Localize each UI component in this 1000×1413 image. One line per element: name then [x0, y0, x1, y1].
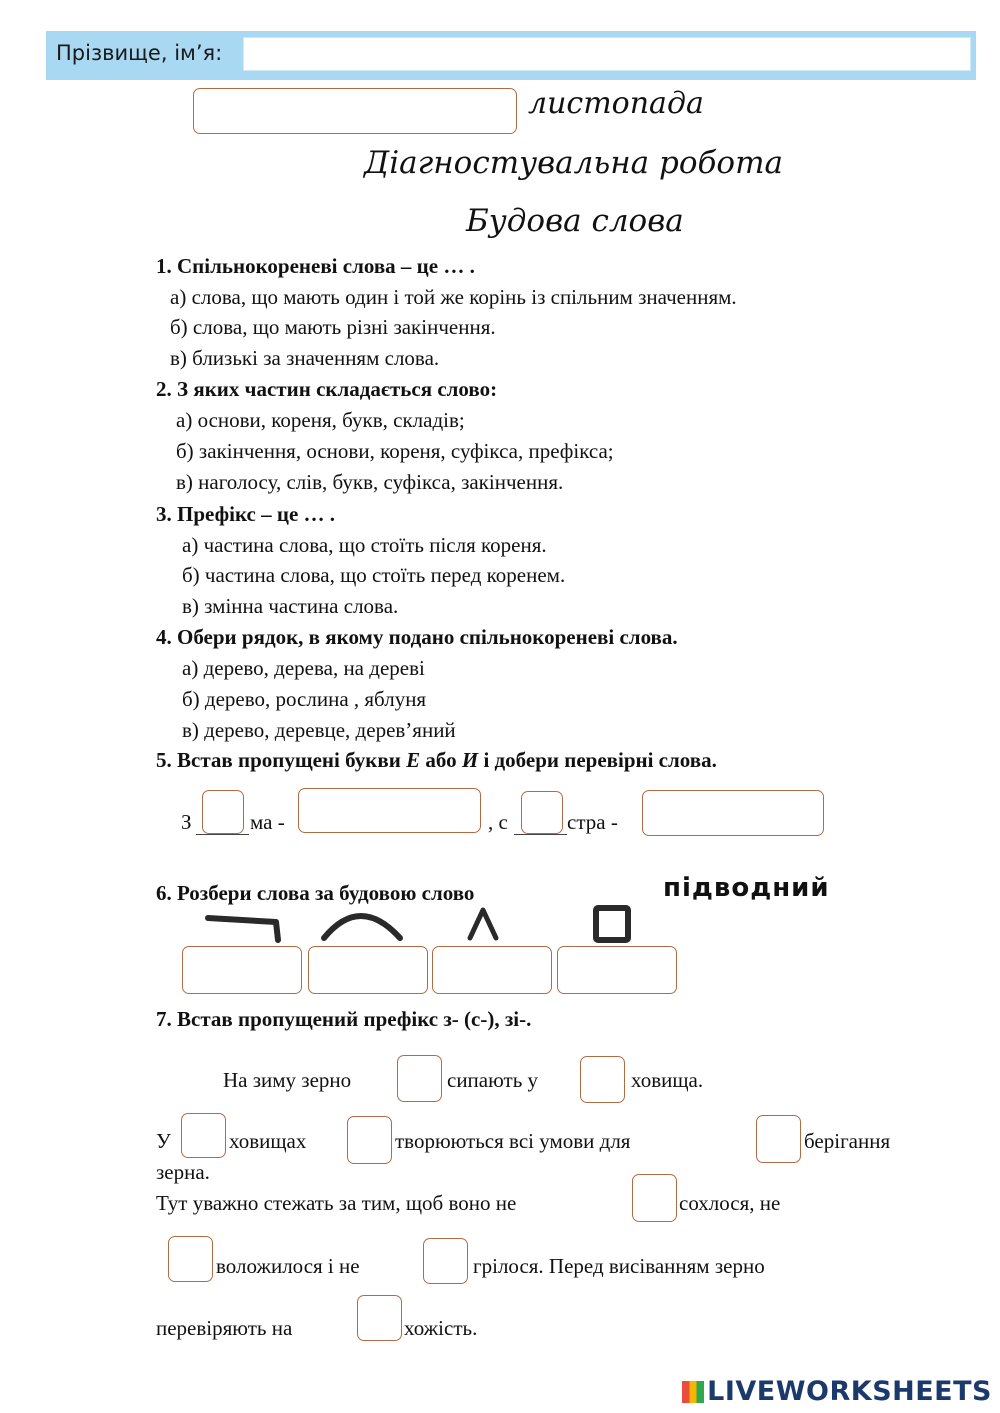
page-subtitle: Будова слова [466, 203, 684, 239]
q5-check-word-input-1[interactable] [298, 788, 481, 833]
q2-option-b[interactable]: б) закінчення, основи, кореня, суфікса, префікса; [176, 439, 614, 463]
q7-line1-b: сипають у [447, 1068, 539, 1092]
q7-line1-c: ховища. [631, 1068, 704, 1092]
question-2: 2. З яких частин складається слово: [156, 377, 498, 401]
q5-check-word-input-2[interactable] [642, 790, 824, 836]
morpheme-signs [200, 900, 650, 950]
q7-line2-c: творюються всі умови для [395, 1129, 631, 1153]
q7-prefix-input-1[interactable] [397, 1055, 442, 1102]
q5-letter-input-2[interactable] [521, 791, 563, 834]
q7-line3: зерна. [156, 1160, 210, 1184]
q7-line6-a: перевіряють на [156, 1316, 293, 1340]
q3-option-c[interactable]: в) змінна частина слова. [182, 594, 399, 618]
root-input[interactable] [308, 946, 428, 994]
q5-letter-e: Е [406, 748, 421, 772]
prefix-input[interactable] [182, 946, 302, 994]
page-title: Діагностувальна робота [364, 145, 783, 181]
q5-word2-end: стра - [567, 810, 618, 834]
question-6: 6. Розбери слова за будовою слово [156, 881, 475, 905]
q7-prefix-input-2[interactable] [580, 1056, 625, 1103]
q7-line5-b: грілося. Перед висіванням зерно [473, 1254, 765, 1278]
q7-line2-a: У [156, 1129, 171, 1153]
root-icon [324, 916, 400, 938]
question-4: 4. Обери рядок, в якому подано спільнокореневі слова. [156, 625, 678, 649]
question-5 [156, 748, 717, 773]
q7-line2-d: берігання [804, 1129, 891, 1153]
question-3: 3. Префікс – це … . [156, 502, 336, 526]
q5-underline-2 [514, 834, 567, 835]
prefix-icon [208, 918, 278, 940]
q5-letter-input-1[interactable] [202, 790, 244, 834]
name-bar [46, 31, 976, 80]
question-7: 7. Встав пропущений префікс з- (с-), зі-. [156, 1007, 532, 1031]
q5-text-post: і добери перевірні слова. [478, 748, 717, 772]
q5-underline-1 [196, 834, 249, 835]
q7-line1-a: На зиму зерно [223, 1068, 352, 1092]
name-input[interactable] [243, 37, 971, 71]
q6-word: підводний [663, 873, 830, 903]
suffix-icon [470, 910, 496, 938]
q7-prefix-input-9[interactable] [357, 1295, 402, 1341]
q2-option-c[interactable]: в) наголосу, слів, букв, суфікса, закінчення. [176, 470, 564, 494]
q7-prefix-input-5[interactable] [756, 1115, 801, 1163]
q4-option-a[interactable]: а) дерево, дерева, на дереві [182, 656, 425, 680]
q3-option-a[interactable]: а) частина слова, що стоїть після кореня. [182, 533, 547, 557]
q4-option-b[interactable]: б) дерево, рослина , яблуня [182, 687, 427, 711]
ending-input[interactable] [557, 946, 677, 994]
q3-option-b[interactable]: б) частина слова, що стоїть перед коренем. [182, 563, 566, 587]
q7-prefix-input-4[interactable] [347, 1116, 392, 1164]
q7-line6-b: хожість. [404, 1316, 478, 1340]
question-1: 1. Спільнокореневі слова – це … . [156, 254, 475, 278]
q5-word1-start: З [181, 810, 192, 834]
logo-cube-icon [682, 1381, 704, 1403]
ending-icon [596, 908, 628, 940]
q5-text-pre: 5. Встав пропущені букви [156, 748, 407, 772]
q7-line2-b: ховищах [229, 1129, 307, 1153]
month-label: листопада [528, 86, 704, 121]
logo-text: LIVEWORKSHEETS [707, 1376, 992, 1407]
date-input[interactable] [193, 88, 517, 134]
q7-prefix-input-8[interactable] [423, 1238, 468, 1284]
q5-separator: , с [488, 810, 508, 834]
q5-letter-y: И [461, 748, 479, 772]
q4-option-c[interactable]: в) дерево, деревце, дерев’яний [182, 718, 456, 742]
q7-line5-a: воложилося і не [216, 1254, 360, 1278]
q5-text-mid: або [420, 748, 462, 772]
q1-option-b[interactable]: б) слова, що мають різні закінчення. [170, 315, 496, 339]
q7-prefix-input-7[interactable] [168, 1236, 213, 1282]
q7-line4-b: сохлося, не [679, 1191, 781, 1215]
q7-line4-a: Тут уважно стежать за тим, щоб воно не [156, 1191, 517, 1215]
liveworksheets-logo[interactable] [682, 1376, 992, 1407]
suffix-input[interactable] [432, 946, 552, 994]
q5-word1-end: ма - [250, 810, 285, 834]
q1-option-c[interactable]: в) близькі за значенням слова. [170, 346, 440, 370]
q7-prefix-input-6[interactable] [632, 1174, 677, 1222]
q2-option-a[interactable]: а) основи, кореня, букв, складів; [176, 408, 465, 432]
q7-prefix-input-3[interactable] [181, 1113, 226, 1158]
name-label: Прізвище, ім’я: [56, 41, 223, 65]
q1-option-a[interactable]: а) слова, що мають один і той же корінь із спільним значенням. [170, 285, 737, 309]
